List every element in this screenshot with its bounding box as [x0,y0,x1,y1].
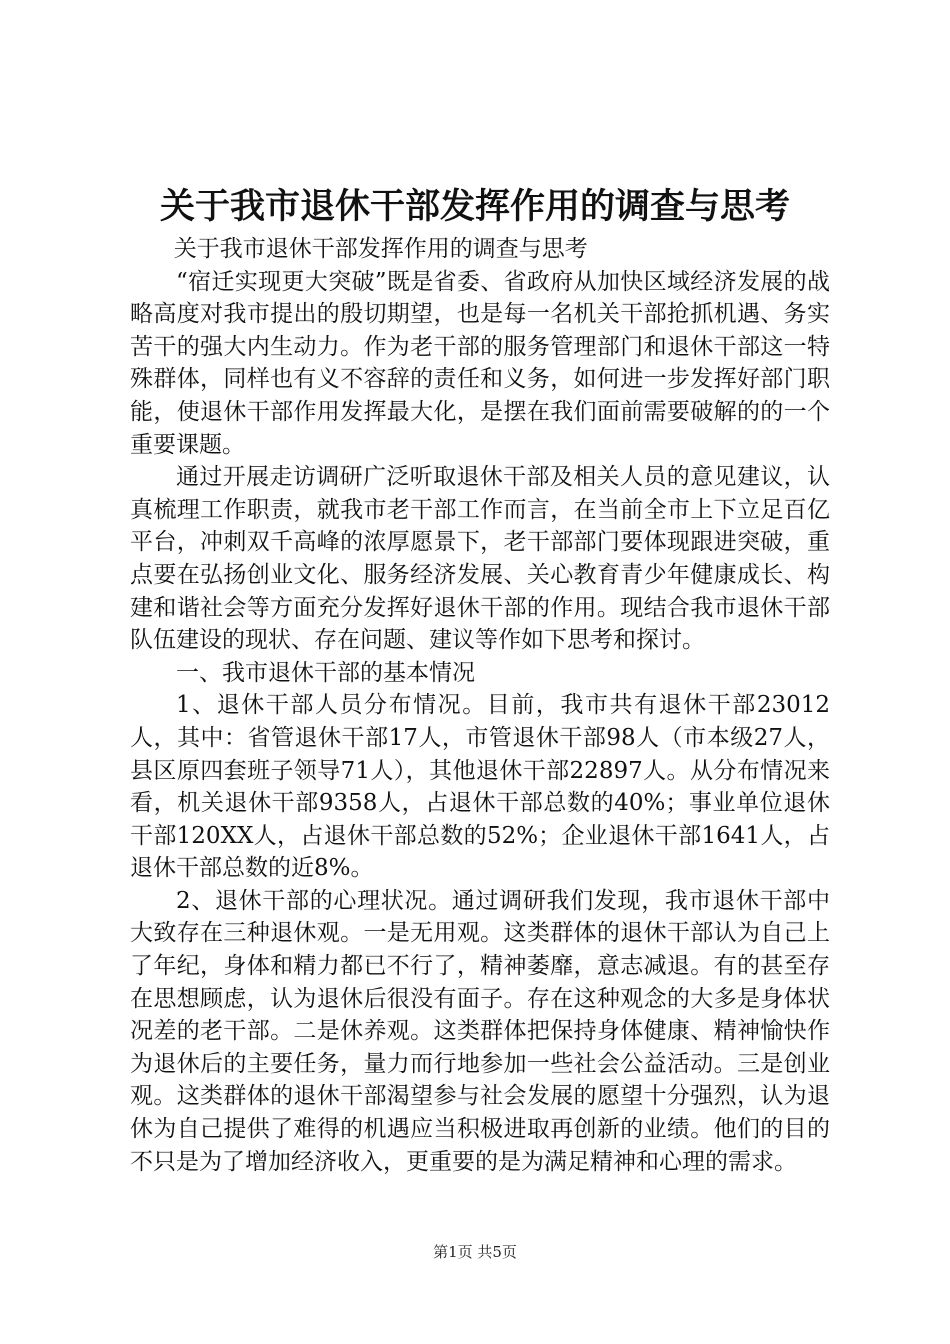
page-footer: 第1页 共5页 [433,1243,517,1261]
paragraph-psychology: 2、退休干部的心理状况。通过调研我们发现，我市退休干部中大致存在三种退休观。一是无用观。这类群体的退休干部认为自己上了年纪，身体和精力都已不行了，精神萎靡，意志减退。有的甚至存在思想顾虑，认为退休后很没有面子。存在这种观念的大多是身体状况差的老干部。二是休养观。这类群体把保持身体健康、精神愉快作为退休后的主要任务，量力而行地参加一些社会公益活动。三是创业观。这类群体的退休干部渴望参与社会发展的愿望十分强烈，认为退休为自己提供了难得的机遇应当积极进取再创新的业绩。他们的目的不只是为了增加经济收入，更重要的是为满足精神和心理的需求。 [130,887,830,1175]
document-body [130,233,830,1178]
paragraph-distribution: 1、退休干部人员分布情况。目前，我市共有退休干部23012人，其中：省管退休干部17人，市管退休干部98人（市本级27人，县区原四套班子领导71人），其他退休干部22897人。从分布情况来看，机关退休干部9358人，占退休干部总数的40%；事业单位退休干部120XX人，占退休干部总数的52%；企业退休干部1641人，占退休干部总数的近8%。 [130,692,830,882]
paragraph-intro: “宿迁实现更大突破”既是省委、省政府从加快区域经济发展的战略高度对我市提出的殷切期望，也是每一名机关干部抢抓机遇、务实苦干的强大内生动力。作为老干部的服务管理部门和退休干部这一特殊群体，同样也有义不容辞的责任和义务，如何进一步发挥好部门职能，使退休干部作用发挥最大化，是摆在我们面前需要破解的的一个重要课题。 [130,268,830,458]
document-title: 关于我市退休干部发挥作用的调查与思考 [159,187,790,227]
paragraph-research: 通过开展走访调研广泛听取退休干部及相关人员的意见建议，认真梳理工作职责，就我市老干部工作而言，在当前全市上下立足百亿平台，冲刺双千高峰的浓厚愿景下，老干部部门要体现跟进突破，重点要在弘扬创业文化、服务经济发展、关心教育青少年健康成长、构建和谐社会等方面充分发挥好退休干部的作用。现结合我市退休干部队伍建设的现状、存在问题、建议等作如下思考和探讨。 [130,464,830,654]
section-heading-basic-situation: 一、我市退休干部的基本情况 [176,659,475,686]
paragraph-subtitle: 关于我市退休干部发挥作用的调查与思考 [173,236,588,262]
